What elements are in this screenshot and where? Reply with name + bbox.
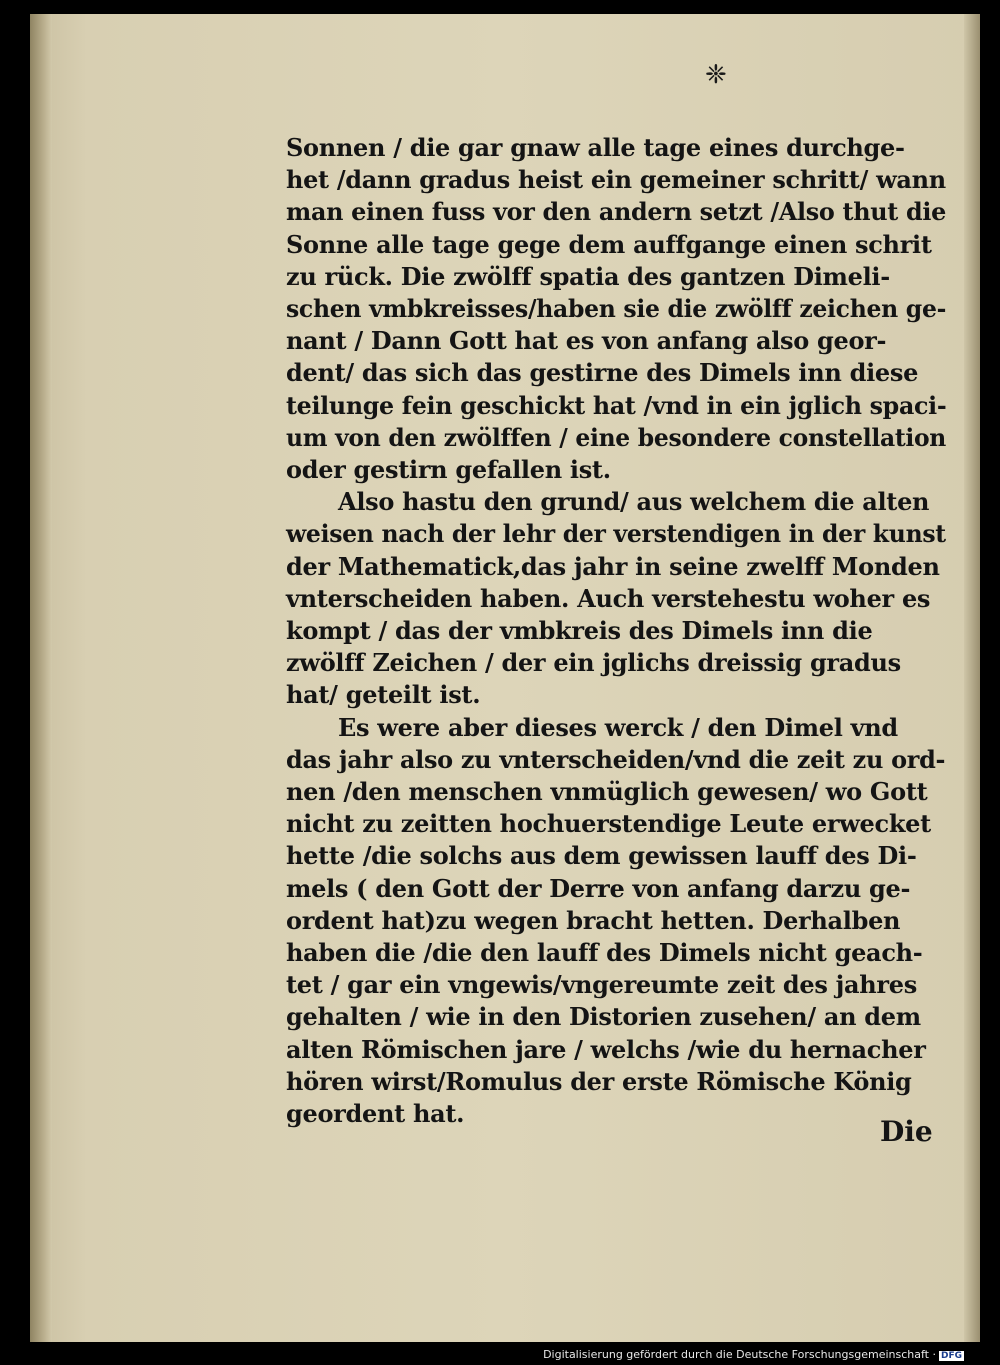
text-line: nen /den menschen vnmüglich gewesen/ wo Gott — [286, 777, 928, 807]
text-line: haben die /die den lauff des Dimels nicht geach‐ — [286, 938, 923, 968]
text-line: Es were aber dieses werck / den Dimel vnd — [338, 712, 898, 742]
text-line: mels ( den Gott der Derre von anfang darzu ge‐ — [286, 873, 911, 903]
text-line: Also hastu den grund/ aus welchem die alten — [338, 487, 930, 517]
text-line: zu rück. Die zwölff spatia des gantzen Dimeli‐ — [286, 261, 890, 291]
text-line: der Mathematick,das jahr in seine zwelff Monden — [286, 551, 940, 581]
text-line: schen vmbkreisses/haben sie die zwölff zeichen ge‐ — [286, 294, 947, 324]
text-line: dent/ das sich das gestirne des Dimels inn diese — [286, 358, 919, 388]
text-line: weisen nach der lehr der verstendigen in der kunst — [286, 519, 946, 549]
text-line: nant / Dann Gott hat es von anfang also geor‐ — [286, 326, 887, 356]
page-right-edge — [964, 14, 980, 1342]
text-line: teilunge fein geschickt hat /vnd in ein jglich spaci‐ — [286, 390, 947, 420]
text-line: um von den zwölffen / eine besondere constellation — [286, 422, 947, 452]
dfg-logo: DFG — [940, 1351, 962, 1361]
catchword: Die — [880, 1115, 933, 1148]
text-line: oder gestirn gefallen ist. — [286, 455, 611, 485]
text-line: nicht zu zeitten hochuerstendige Leute erwecket — [286, 809, 931, 839]
digitization-credit — [543, 1348, 964, 1361]
credit-text: Digitalisierung gefördert durch die Deutsche Forschungsgemeinschaft · — [543, 1348, 936, 1361]
text-line: hette /die solchs aus dem gewissen lauff des Di‐ — [286, 841, 917, 871]
text-line: tet / gar ein vngewis/vngereumte zeit des jahres — [286, 970, 917, 1000]
page-binding-edge — [30, 14, 52, 1342]
text-line: gehalten / wie in den Distorien zusehen/ an dem — [286, 1002, 921, 1032]
text-line: ordent hat)zu wegen bracht hetten. Derhalben — [286, 905, 901, 935]
printer-ornament: ❈ — [705, 60, 727, 90]
text-line: het /dann gradus heist ein gemeiner schritt/ wann — [286, 165, 946, 195]
text-line: das jahr also zu vnterscheiden/vnd die zeit zu ord‐ — [286, 744, 946, 774]
text-line: Sonnen / die gar gnaw alle tage eines durchge‐ — [286, 133, 905, 162]
text-line: man einen fuss vor den andern setzt /Also thut die — [286, 197, 947, 227]
body-text — [286, 132, 946, 1130]
text-line: geordent hat. — [286, 1099, 465, 1129]
text-line: zwölff Zeichen / der ein jglichs dreissig gradus — [286, 648, 901, 678]
text-line: vnterscheiden haben. Auch verstehestu woher es — [286, 583, 931, 613]
text-line: hören wirst/Romulus der erste Römische König — [286, 1066, 912, 1096]
text-line: Sonne alle tage gege dem auffgange einen schrit — [286, 229, 932, 259]
text-line: hat/ geteilt ist. — [286, 680, 481, 710]
text-line: kompt / das der vmbkreis des Dimels inn die — [286, 616, 873, 646]
text-line: alten Römischen jare / welchs /wie du hernacher — [286, 1034, 926, 1064]
